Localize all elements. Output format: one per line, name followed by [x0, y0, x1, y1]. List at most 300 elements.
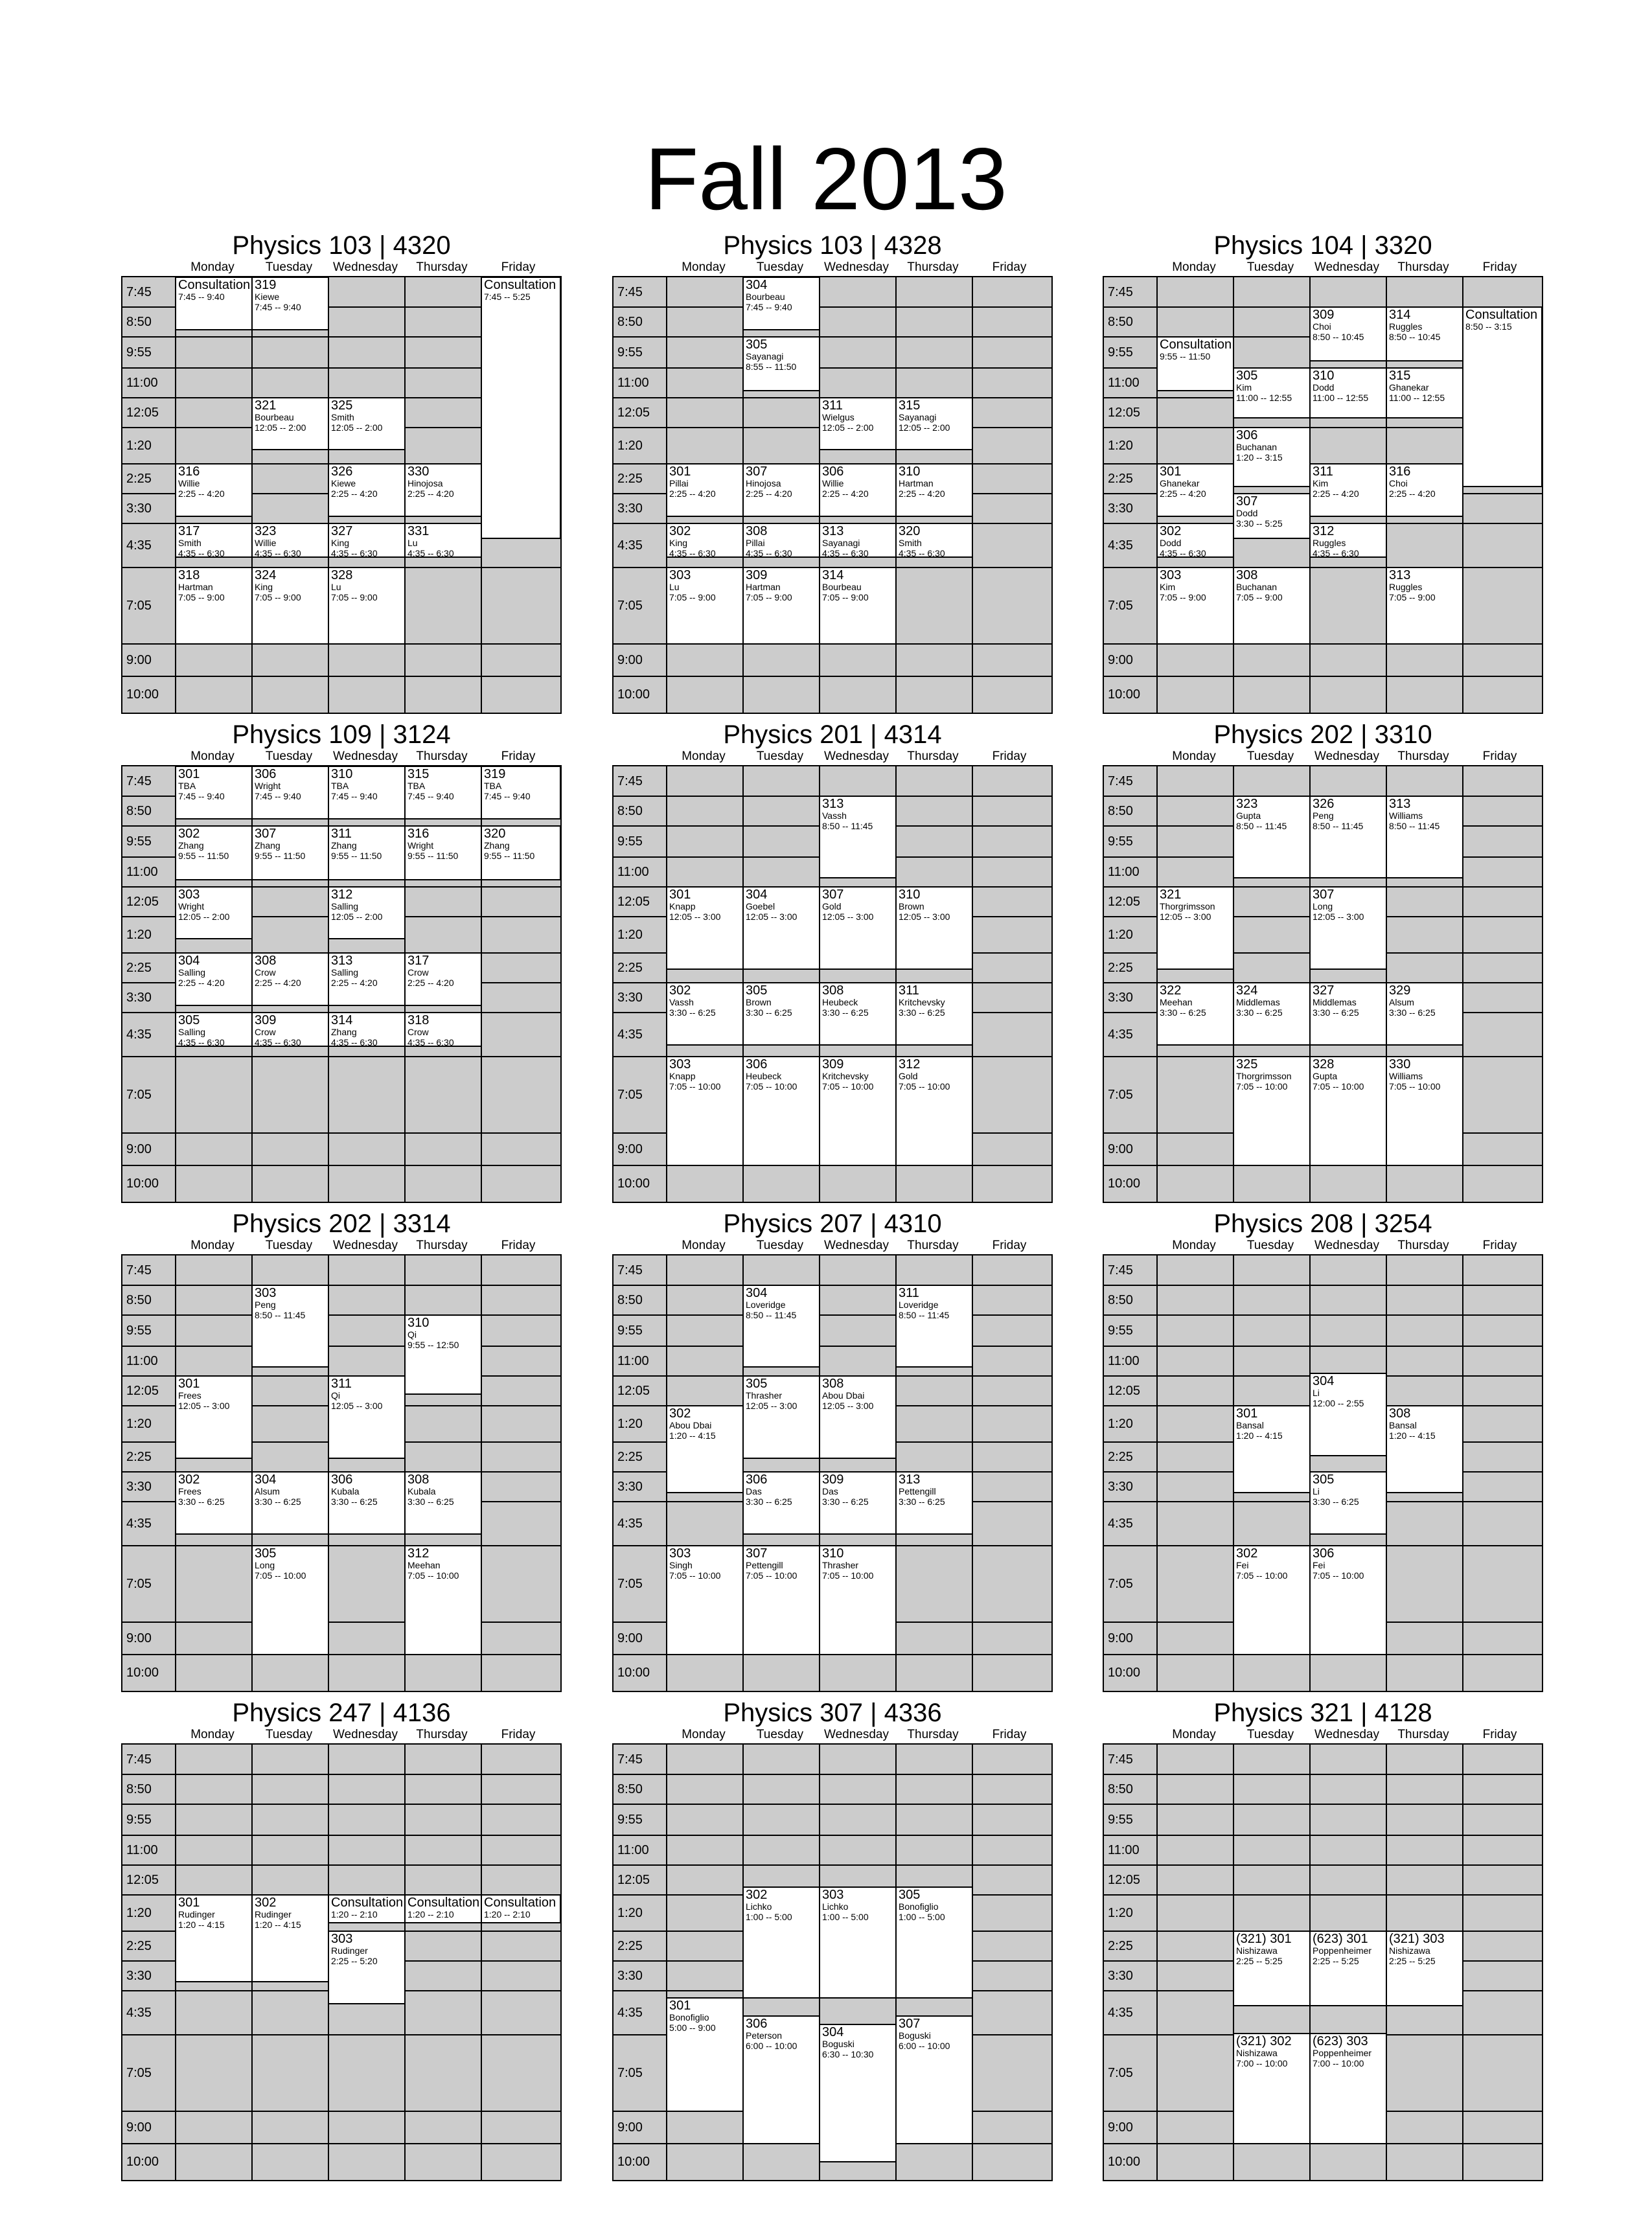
schedule-panel [612, 229, 1053, 729]
time-label: 7:45 [617, 1263, 643, 1278]
section-number: 310 [822, 1546, 844, 1561]
course-section-block[interactable] [1309, 1471, 1387, 1535]
course-section-block[interactable] [481, 766, 561, 820]
instructor-name: Hartman [178, 582, 213, 592]
instructor-name: Bonofiglio [669, 2012, 709, 2023]
day-header: Friday [992, 260, 1027, 274]
course-section-block[interactable] [742, 463, 820, 517]
course-section-block[interactable] [895, 523, 973, 558]
course-section-block[interactable] [895, 1886, 973, 1999]
course-section-block[interactable] [1309, 2033, 1387, 2144]
section-number: 313 [822, 797, 844, 811]
course-section-block[interactable] [1156, 523, 1234, 558]
section-number: 303 [178, 888, 200, 902]
course-section-block[interactable] [404, 766, 482, 820]
time-label: 7:45 [126, 1752, 152, 1767]
section-number: 306 [746, 1057, 768, 1072]
day-header: Monday [1172, 260, 1216, 274]
section-time: 12:05 -- 3:00 [1313, 911, 1364, 922]
section-time: 12:05 -- 3:00 [178, 1401, 230, 1411]
section-number: 314 [331, 1013, 353, 1027]
course-section-block[interactable] [175, 1012, 253, 1047]
section-number: 304 [1313, 1374, 1335, 1388]
course-section-block[interactable] [1386, 567, 1463, 645]
course-section-block[interactable] [819, 2024, 897, 2162]
course-section-block[interactable] [175, 766, 253, 820]
course-section-block[interactable] [1156, 463, 1234, 517]
section-number: 328 [331, 568, 353, 582]
course-section-block[interactable] [1233, 1056, 1311, 1166]
course-section-block[interactable] [1233, 1545, 1311, 1655]
section-time: 12:05 -- 2:00 [331, 422, 383, 433]
section-number: Consultation [407, 1896, 480, 1910]
section-number: 301 [669, 888, 691, 902]
day-header: Thursday [907, 1728, 959, 1741]
course-section-block[interactable] [1233, 2033, 1311, 2144]
instructor-name: Sayanagi [899, 412, 937, 422]
course-section-block[interactable] [1233, 1931, 1311, 2006]
row-divider [122, 1165, 560, 1166]
course-section-block[interactable] [819, 886, 897, 970]
course-section-block[interactable] [251, 1285, 329, 1368]
time-label: 12:05 [126, 1873, 159, 1887]
course-section-block[interactable] [819, 1545, 897, 1655]
course-section-block[interactable] [895, 397, 973, 450]
course-section-block[interactable] [666, 1997, 744, 2112]
course-section-block[interactable] [328, 1931, 406, 2004]
course-section-block[interactable] [404, 463, 482, 517]
course-section-block[interactable] [251, 825, 329, 880]
course-section-block[interactable] [819, 463, 897, 517]
section-number: (321) 303 [1389, 1932, 1445, 1946]
course-section-block[interactable] [328, 886, 406, 939]
section-number: 305 [255, 1546, 277, 1561]
instructor-name: Abou Dbai [822, 1390, 865, 1401]
course-section-block[interactable] [1233, 982, 1311, 1046]
course-section-block[interactable] [175, 567, 253, 645]
course-section-block[interactable] [1309, 1373, 1387, 1456]
time-label: 3:30 [1108, 1969, 1133, 1983]
course-section-block[interactable] [742, 523, 820, 558]
course-section-block[interactable] [404, 1314, 482, 1395]
time-label: 9:55 [1108, 1324, 1133, 1338]
section-number: 320 [484, 827, 506, 841]
time-label: 11:00 [126, 376, 158, 390]
time-label: 7:05 [617, 1577, 643, 1591]
section-number: 301 [1236, 1406, 1258, 1421]
section-number: 305 [178, 1013, 200, 1027]
course-section-block[interactable] [1462, 306, 1543, 487]
schedule-table [1103, 765, 1543, 1203]
section-time: 7:45 -- 9:40 [255, 302, 301, 312]
course-section-block[interactable] [175, 1375, 253, 1459]
day-header: Monday [1172, 1239, 1216, 1252]
instructor-name: Zhang [331, 840, 357, 851]
course-section-block[interactable] [666, 463, 744, 517]
course-section-block[interactable] [1386, 1405, 1463, 1493]
course-section-block[interactable] [742, 2015, 820, 2144]
instructor-name: Dodd [1236, 508, 1258, 518]
course-section-block[interactable] [175, 952, 253, 1006]
section-number: 319 [484, 767, 506, 781]
time-label: 9:55 [617, 1813, 643, 1827]
section-time: 7:05 -- 10:00 [255, 1570, 306, 1581]
course-section-block[interactable] [175, 523, 253, 558]
instructor-name: Wright [407, 840, 434, 851]
time-label: 1:20 [617, 1417, 643, 1431]
time-label: 4:35 [617, 2006, 643, 2020]
course-section-block[interactable] [666, 982, 744, 1046]
course-section-block[interactable] [328, 1012, 406, 1047]
instructor-name: Meehan [1160, 997, 1193, 1007]
instructor-name: Salling [178, 1027, 206, 1037]
schedule-table [1103, 1254, 1543, 1692]
instructor-name: Pillai [746, 538, 765, 548]
course-section-block[interactable] [1309, 523, 1387, 558]
course-section-block[interactable] [895, 982, 973, 1046]
course-section-block[interactable] [819, 982, 897, 1046]
time-label: 9:00 [126, 653, 152, 667]
section-time: 9:55 -- 11:50 [331, 851, 382, 861]
course-section-block[interactable] [666, 1405, 744, 1493]
section-number: 322 [1160, 983, 1182, 998]
instructor-name: Ghanekar [1389, 382, 1429, 393]
schedule-panel [1103, 1208, 1543, 1708]
section-number: 307 [746, 1546, 768, 1561]
course-section-block[interactable] [819, 1886, 897, 1999]
section-time: 7:45 -- 5:25 [484, 292, 531, 302]
course-section-block[interactable] [1233, 1405, 1311, 1493]
course-section-block[interactable] [742, 336, 820, 391]
course-section-block[interactable] [895, 2015, 973, 2144]
course-section-block[interactable] [1386, 796, 1463, 878]
course-section-block[interactable] [819, 1056, 897, 1166]
course-section-block[interactable] [328, 463, 406, 517]
section-number: 308 [1236, 568, 1258, 582]
instructor-name: King [669, 538, 688, 548]
course-section-block[interactable] [404, 1545, 482, 1655]
time-label: 1:20 [1108, 439, 1133, 453]
section-time: 3:30 -- 6:25 [822, 1007, 869, 1018]
course-section-block[interactable] [328, 1894, 406, 1923]
instructor-name: Heubeck [822, 997, 858, 1007]
section-time: 7:05 -- 9:00 [178, 592, 225, 602]
course-section-block[interactable] [404, 1471, 482, 1535]
course-section-block[interactable] [328, 567, 406, 645]
section-number: 306 [1236, 428, 1258, 442]
instructor-name: Das [822, 1486, 838, 1496]
section-time: 4:35 -- 6:30 [746, 548, 792, 558]
section-time: 11:00 -- 12:55 [1313, 393, 1369, 403]
schedule-table [1103, 1743, 1543, 2181]
row-divider [122, 1346, 560, 1347]
course-section-block[interactable] [481, 825, 561, 880]
course-section-block[interactable] [175, 1894, 253, 1982]
course-section-block[interactable] [666, 1056, 744, 1166]
schedule-table [612, 1743, 1053, 2181]
section-time: 7:05 -- 9:00 [1389, 592, 1436, 602]
course-section-block[interactable] [481, 1894, 561, 1923]
section-time: 3:30 -- 6:25 [1236, 1007, 1283, 1018]
day-header: Wednesday [333, 750, 398, 763]
section-number: 307 [822, 888, 844, 902]
section-time: 2:25 -- 5:25 [1389, 1956, 1436, 1966]
course-section-block[interactable] [175, 463, 253, 517]
day-header: Tuesday [756, 1239, 804, 1252]
schedule-title: Physics 201 | 4314 [723, 720, 942, 749]
time-label: 9:00 [126, 2120, 152, 2135]
course-section-block[interactable] [251, 1471, 329, 1535]
section-time: 8:55 -- 11:50 [746, 361, 797, 372]
row-divider [614, 1804, 1051, 1805]
section-number: 327 [331, 524, 353, 538]
course-section-block[interactable] [742, 1285, 820, 1368]
instructor-name: Thorgrimsson [1160, 901, 1215, 911]
time-label: 2:25 [126, 1939, 152, 1953]
course-section-block[interactable] [251, 1894, 329, 1982]
section-time: 4:35 -- 6:30 [407, 1037, 454, 1047]
course-section-block[interactable] [328, 523, 406, 558]
schedule-panel [121, 229, 562, 729]
course-section-block[interactable] [819, 567, 897, 645]
section-time: 9:55 -- 11:50 [484, 851, 535, 861]
instructor-name: Rudinger [255, 1909, 292, 1920]
course-section-block[interactable] [819, 1471, 897, 1535]
section-number: 311 [899, 983, 919, 998]
course-section-block[interactable] [666, 567, 744, 645]
row-divider [1104, 1864, 1542, 1866]
section-number: 309 [822, 1473, 844, 1487]
time-label: 11:00 [617, 1354, 649, 1368]
instructor-name: Kubala [331, 1486, 360, 1496]
course-section-block[interactable] [742, 567, 820, 645]
course-section-block[interactable] [328, 1471, 406, 1535]
section-number: 307 [1236, 494, 1258, 509]
instructor-name: Williams [1389, 810, 1423, 821]
course-section-block[interactable] [819, 796, 897, 878]
course-section-block[interactable] [1233, 367, 1311, 418]
section-number: 304 [746, 278, 768, 292]
course-section-block[interactable] [1386, 367, 1463, 418]
course-section-block[interactable] [1309, 1545, 1387, 1655]
section-time: 1:20 -- 4:15 [178, 1920, 225, 1930]
course-section-block[interactable] [1386, 463, 1463, 517]
course-section-block[interactable] [1309, 886, 1387, 970]
instructor-name: Pillai [669, 478, 689, 488]
instructor-name: Willie [822, 478, 844, 488]
section-number: 303 [822, 1888, 844, 1902]
instructor-name: Kim [1160, 582, 1176, 592]
row-divider [122, 1132, 560, 1134]
course-section-block[interactable] [1386, 306, 1463, 361]
row-divider [122, 1285, 560, 1286]
course-section-block[interactable] [1156, 886, 1234, 970]
course-section-block[interactable] [819, 397, 897, 450]
course-section-block[interactable] [251, 277, 329, 330]
course-section-block[interactable] [666, 886, 744, 970]
day-header: Wednesday [333, 1239, 398, 1252]
section-number: 326 [331, 464, 353, 479]
time-label: 2:25 [126, 472, 152, 486]
course-section-block[interactable] [1309, 306, 1387, 361]
course-section-block[interactable] [1386, 982, 1463, 1046]
section-time: 7:45 -- 9:40 [484, 791, 531, 801]
section-time: 8:50 -- 10:45 [1313, 332, 1364, 342]
day-header: Tuesday [756, 260, 804, 274]
section-time: 7:05 -- 10:00 [407, 1570, 459, 1581]
time-label: 11:00 [126, 865, 158, 879]
course-section-block[interactable] [404, 1894, 482, 1923]
course-section-block[interactable] [1233, 427, 1311, 487]
section-time: 4:35 -- 6:30 [178, 548, 225, 558]
instructor-name: Kubala [407, 1486, 436, 1496]
course-section-block[interactable] [1309, 367, 1387, 418]
time-label: 1:20 [617, 1906, 643, 1920]
day-header: Thursday [416, 260, 468, 274]
schedule-title: Physics 103 | 4320 [232, 231, 451, 260]
instructor-name: Williams [1389, 1071, 1423, 1081]
section-time: 3:30 -- 6:25 [255, 1496, 301, 1507]
course-section-block[interactable] [895, 1056, 973, 1166]
course-section-block[interactable] [1309, 796, 1387, 878]
instructor-name: Salling [331, 967, 359, 978]
course-section-block[interactable] [666, 1545, 744, 1655]
course-section-block[interactable] [1233, 796, 1311, 878]
section-number: (321) 301 [1236, 1932, 1292, 1946]
course-section-block[interactable] [1233, 567, 1311, 645]
course-section-block[interactable] [895, 463, 973, 517]
row-divider [614, 1835, 1051, 1836]
course-section-block[interactable] [404, 825, 482, 880]
section-time: 9:55 -- 11:50 [1160, 351, 1211, 361]
course-section-block[interactable] [251, 567, 329, 645]
time-label: 9:55 [617, 345, 643, 360]
course-section-block[interactable] [175, 825, 253, 880]
section-time: 7:45 -- 9:40 [407, 791, 454, 801]
time-label: 9:55 [126, 834, 152, 849]
course-section-block[interactable] [742, 1056, 820, 1166]
time-label: 9:55 [1108, 834, 1133, 849]
course-section-block[interactable] [251, 397, 329, 450]
section-number: 302 [669, 983, 691, 998]
row-divider [122, 1545, 560, 1546]
instructor-name: Bourbeau [822, 582, 862, 592]
course-section-block[interactable] [404, 1012, 482, 1047]
section-time: 1:20 -- 4:15 [1236, 1430, 1283, 1441]
section-time: 8:50 -- 11:45 [255, 1310, 306, 1320]
course-section-block[interactable] [895, 1471, 973, 1535]
course-section-block[interactable] [1309, 463, 1387, 517]
course-section-block[interactable] [819, 1375, 897, 1459]
schedule-table [121, 765, 562, 1203]
course-section-block[interactable] [328, 1375, 406, 1459]
schedule-panel [612, 1697, 1053, 2197]
section-time: 7:05 -- 10:00 [669, 1570, 721, 1581]
course-section-block[interactable] [404, 523, 482, 558]
course-section-block[interactable] [742, 1545, 820, 1655]
section-number: 314 [1389, 308, 1411, 322]
section-number: 325 [1236, 1057, 1258, 1072]
course-section-block[interactable] [1309, 1056, 1387, 1166]
course-section-block[interactable] [742, 982, 820, 1046]
course-section-block[interactable] [742, 1375, 820, 1459]
section-time: 2:25 -- 4:20 [822, 488, 869, 499]
section-number: 309 [1313, 308, 1335, 322]
time-label: 1:20 [1108, 928, 1133, 942]
time-label: 8:50 [617, 1782, 643, 1796]
schedule-table [612, 765, 1053, 1203]
day-header: Wednesday [1314, 1239, 1379, 1252]
course-section-block[interactable] [742, 1886, 820, 1999]
course-section-block[interactable] [742, 886, 820, 970]
course-section-block[interactable] [1156, 336, 1234, 391]
course-section-block[interactable] [481, 277, 561, 539]
section-number: 307 [1313, 888, 1335, 902]
day-header: Friday [1482, 1239, 1517, 1252]
course-section-block[interactable] [1309, 982, 1387, 1046]
section-number: 319 [255, 278, 277, 292]
column-divider [1156, 1255, 1158, 1691]
course-section-block[interactable] [1309, 1931, 1387, 2006]
course-section-block[interactable] [251, 1012, 329, 1047]
section-time: 3:30 -- 6:25 [1389, 1007, 1436, 1018]
time-label: 8:50 [1108, 315, 1133, 329]
course-section-block[interactable] [1386, 1056, 1463, 1166]
course-section-block[interactable] [251, 523, 329, 558]
course-section-block[interactable] [742, 277, 820, 330]
course-section-block[interactable] [175, 886, 253, 939]
course-section-block[interactable] [251, 766, 329, 820]
course-section-block[interactable] [328, 766, 406, 820]
course-section-block[interactable] [819, 523, 897, 558]
course-section-block[interactable] [328, 397, 406, 450]
section-time: 8:50 -- 11:45 [1236, 821, 1287, 831]
time-label: 1:20 [126, 1906, 152, 1920]
course-section-block[interactable] [742, 1471, 820, 1535]
course-section-block[interactable] [666, 523, 744, 558]
instructor-name: Brown [746, 997, 772, 1007]
time-label: 7:05 [617, 2066, 643, 2080]
section-time: 12:00 -- 2:55 [1313, 1398, 1364, 1408]
course-section-block[interactable] [328, 825, 406, 880]
course-section-block[interactable] [404, 952, 482, 1006]
course-section-block[interactable] [1386, 1931, 1463, 2006]
course-section-block[interactable] [1233, 493, 1311, 539]
course-section-block[interactable] [895, 886, 973, 970]
instructor-name: Kim [1236, 382, 1252, 393]
course-section-block[interactable] [251, 952, 329, 1006]
section-number: 310 [331, 767, 353, 781]
time-label: 7:05 [126, 1577, 152, 1591]
section-number: 306 [1313, 1546, 1335, 1561]
course-section-block[interactable] [895, 1285, 973, 1368]
section-number: 305 [1313, 1473, 1335, 1487]
course-section-block[interactable] [1156, 567, 1234, 645]
course-section-block[interactable] [1156, 982, 1234, 1046]
section-time: 8:50 -- 3:15 [1465, 321, 1512, 332]
day-header: Tuesday [265, 750, 313, 763]
row-divider [122, 1835, 560, 1836]
course-section-block[interactable] [175, 1471, 253, 1535]
instructor-name: Zhang [484, 840, 510, 851]
section-time: 12:05 -- 2:00 [178, 911, 230, 922]
course-section-block[interactable] [328, 952, 406, 1006]
row-divider [122, 1774, 560, 1775]
course-section-block[interactable] [251, 1545, 329, 1655]
course-section-block[interactable] [175, 277, 253, 330]
section-number: 302 [669, 1406, 691, 1421]
instructor-name: Choi [1313, 321, 1331, 332]
